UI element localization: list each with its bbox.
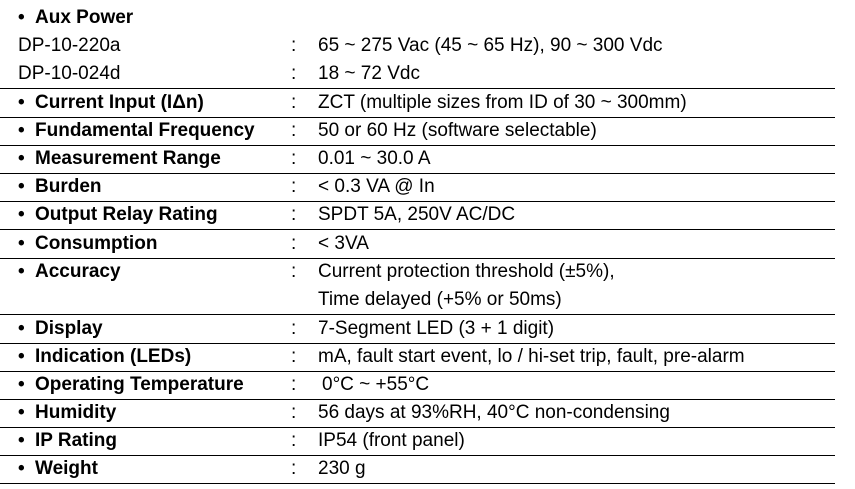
spec-value-accuracy-line-1: Current protection threshold (±5%), [318,261,615,282]
spec-colon: : [291,176,297,197]
spec-row-dp-10-220a [0,32,835,60]
spec-label-burden: • Burden [18,173,102,201]
spec-label-aux-power: • Aux Power [18,4,133,32]
spec-colon: : [291,318,297,339]
spec-label-output-relay-rating: • Output Relay Rating [18,201,218,229]
spec-row-ip-rating [0,427,835,456]
spec-colon: : [291,35,297,56]
spec-label-dp-10-024d: DP-10-024d [18,63,121,84]
spec-value-display: 7-Segment LED (3 + 1 digit) [318,318,555,339]
bullet-icon: • [18,318,25,339]
spec-row-accuracy [0,258,835,315]
spec-value-operating-temperature: 0°C ~ +55°C [322,374,430,395]
spec-colon: : [291,233,297,254]
spec-colon: : [291,63,297,84]
spec-row-humidity [0,399,835,428]
spec-value-dp-10-024d: 18 ~ 72 Vdc [318,63,420,84]
spec-colon: : [291,346,297,367]
spec-value-current-input: ZCT (multiple sizes from ID of 30 ~ 300mm) [318,92,687,113]
spec-row-output-relay-rating [0,201,835,230]
bullet-icon: • [18,148,25,169]
spec-row-fundamental-frequency [0,117,835,146]
bullet-icon: • [18,430,25,451]
spec-row-operating-temperature [0,371,835,400]
spec-value-humidity: 56 days at 93%RH, 40°C non-condensing [318,402,670,423]
bullet-icon: • [18,120,25,141]
spec-value-accuracy-line-2: Time delayed (+5% or 50ms) [318,289,562,310]
spec-colon: : [291,402,297,423]
spec-value-burden: < 0.3 VA @ In [318,176,435,197]
spec-label-consumption: • Consumption [18,230,157,258]
bullet-icon: • [18,458,25,479]
spec-label-fundamental-frequency: • Fundamental Frequency [18,117,255,145]
spec-value-fundamental-frequency: 50 or 60 Hz (software selectable) [318,120,597,141]
spec-label-operating-temperature: • Operating Temperature [18,371,244,399]
spec-value-measurement-range: 0.01 ~ 30.0 A [318,148,431,169]
spec-value-ip-rating: IP54 (front panel) [318,430,465,451]
spec-value-weight: 230 g [318,458,366,479]
bullet-icon: • [18,374,25,395]
spec-row-burden [0,173,835,202]
bullet-icon: • [18,233,25,254]
spec-label-humidity: • Humidity [18,399,116,427]
spec-colon: : [291,261,297,282]
spec-label-display: • Display [18,315,103,343]
spec-label-dp-10-220a: DP-10-220a [18,35,121,56]
spec-row-indication-leds [0,343,835,372]
spec-label-indication-leds: • Indication (LEDs) [18,343,191,371]
spec-value-consumption: < 3VA [318,233,369,254]
bullet-icon: • [18,7,25,28]
spec-colon: : [291,204,297,225]
spec-colon: : [291,430,297,451]
spec-label-current-input: • Current Input (IΔn) [18,89,204,117]
spec-colon: : [291,148,297,169]
spec-colon: : [291,92,297,113]
bullet-icon: • [18,92,25,113]
spec-row-consumption [0,230,835,259]
bullet-icon: • [18,176,25,197]
spec-colon: : [291,458,297,479]
spec-row-dp-10-024d [0,60,835,89]
spec-label-accuracy: • Accuracy [18,258,121,286]
spec-colon: : [291,120,297,141]
spec-value-output-relay-rating: SPDT 5A, 250V AC/DC [318,204,516,225]
bullet-icon: • [18,402,25,423]
bullet-icon: • [18,261,25,282]
bullet-icon: • [18,204,25,225]
spec-row-current-input [0,89,835,118]
spec-colon: : [291,374,297,395]
spec-row-measurement-range [0,145,835,174]
spec-label-weight: • Weight [18,455,98,483]
spec-row-weight [0,455,835,484]
spec-row-display [0,315,835,344]
spec-label-measurement-range: • Measurement Range [18,145,221,173]
spec-row-aux-power [0,4,835,32]
spec-value-indication-leds: mA, fault start event, lo / hi-set trip, fault, pre-alarm [318,346,745,367]
bullet-icon: • [18,346,25,367]
spec-value-dp-10-220a: 65 ~ 275 Vac (45 ~ 65 Hz), 90 ~ 300 Vdc [318,35,663,56]
spec-label-ip-rating: • IP Rating [18,427,117,455]
